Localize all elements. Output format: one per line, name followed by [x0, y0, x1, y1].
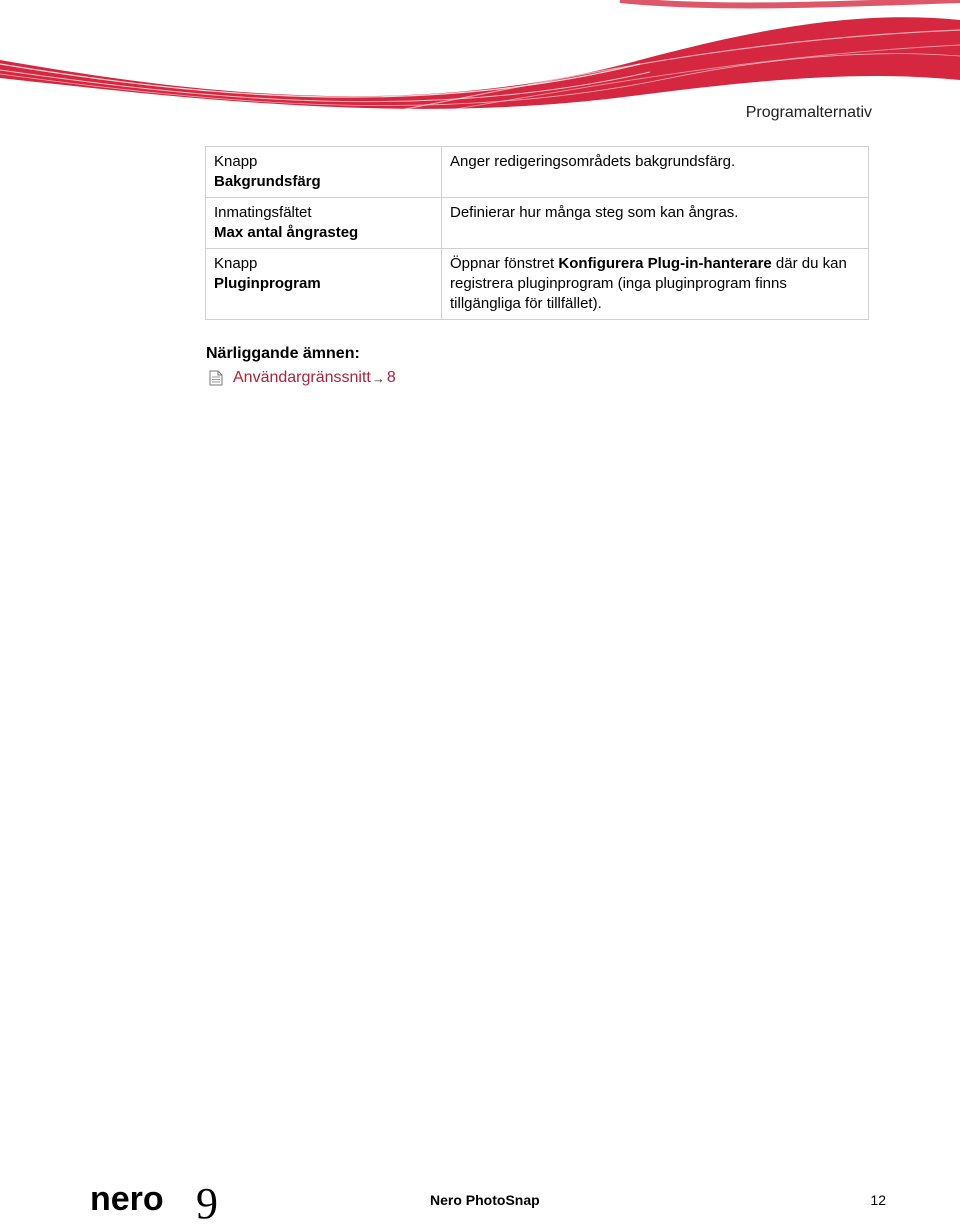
option-description	[442, 249, 869, 320]
section-title: Programalternativ	[745, 104, 872, 121]
related-topics	[206, 345, 396, 389]
options-table	[205, 146, 869, 320]
nero-logo	[90, 1180, 230, 1224]
control-type: Knapp	[214, 255, 258, 272]
description-bold-term: Konfigurera Plug-in-hanterare	[558, 255, 772, 272]
footer-product-name: Nero PhotoSnap	[430, 1192, 540, 1208]
option-label-cell	[206, 249, 442, 320]
description-text: Anger redigeringsområdets bakgrundsfärg.	[450, 153, 736, 170]
option-name: Pluginprogram	[214, 275, 321, 292]
option-description	[442, 198, 869, 249]
option-label-cell	[206, 147, 442, 198]
option-label-cell	[206, 198, 442, 249]
table-row	[206, 147, 869, 198]
description-text-continued: där du kan registrera pluginprogram (inga pluginprogram finns tillgängliga för tillfället).	[450, 255, 847, 312]
table-row	[206, 249, 869, 320]
option-description	[442, 147, 869, 198]
control-type: Inmatingsfältet	[214, 204, 312, 221]
related-link-text[interactable]: Användargränssnitt	[233, 369, 371, 386]
description-text: Definierar hur många steg som kan ångras.	[450, 204, 739, 221]
header-swoosh-graphic	[0, 0, 960, 110]
document-icon	[209, 370, 223, 386]
logo-version: 9	[196, 1180, 218, 1224]
related-topic-link[interactable]	[206, 367, 396, 389]
control-type: Knapp	[214, 153, 258, 170]
related-topics-heading: Närliggande ämnen:	[206, 345, 360, 362]
logo-wordmark: nero	[90, 1180, 164, 1218]
related-link-page[interactable]: 8	[386, 369, 396, 386]
option-name: Max antal ångrasteg	[214, 224, 359, 241]
footer-page-number: 12	[870, 1192, 886, 1208]
arrow-right-icon: →	[371, 370, 385, 386]
table-row	[206, 198, 869, 249]
option-name: Bakgrundsfärg	[214, 173, 321, 190]
description-text: Öppnar fönstret	[450, 255, 559, 272]
